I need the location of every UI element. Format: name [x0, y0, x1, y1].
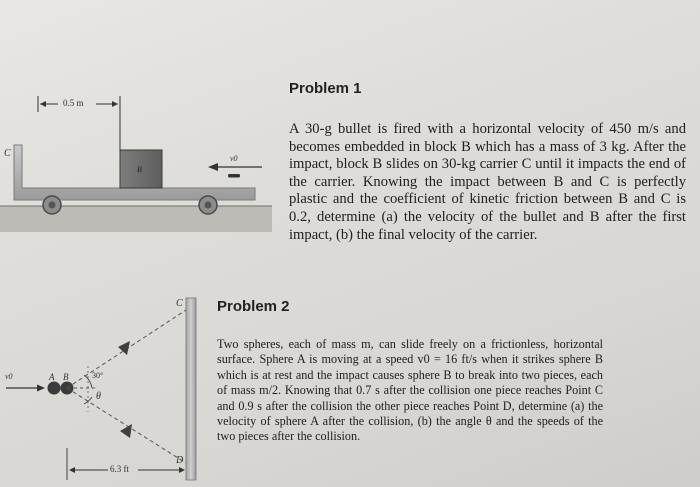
problem2-figure	[0, 0, 215, 487]
sphere-b-label: B	[63, 372, 69, 382]
path-to-d	[67, 388, 186, 463]
problem2-title: Problem 2	[217, 298, 290, 315]
block-label: B	[137, 165, 142, 174]
carrier-label: C	[4, 148, 11, 159]
point-c-label: C	[176, 298, 183, 309]
bullet	[228, 174, 240, 178]
problem1-statement: A 30-g bullet is fired with a horizontal velocity of 450 m/s and becomes embedded in block B which has a mass of 3 kg. After the impact, block B slides on 30-kg carrier C until it impacts the end of the carrier. Knowing the impact between B and C is perfectly plastic and the coefficient of kinetic friction between B and C is 0.2, determine (a) the velocity of the bullet and B after the first impact, (b) the final velocity of the carrier.	[289, 121, 686, 243]
sphere-a-label: A	[49, 372, 55, 382]
velocity-label: v0	[230, 154, 238, 163]
problem1-title: Problem 1	[289, 80, 362, 97]
point-d-label: D	[176, 455, 184, 466]
distance-label: 6.3 ft	[110, 464, 129, 474]
fragment-lower	[120, 424, 132, 438]
velocity-label-a: v0	[5, 372, 13, 381]
angle-label: 30°	[92, 371, 104, 380]
dimension-label: 0.5 m	[63, 98, 84, 108]
wall	[186, 298, 196, 480]
theta-label: θ	[96, 391, 101, 402]
sphere-a	[48, 382, 61, 395]
problem2-statement: Two spheres, each of mass m, can slide freely on a frictionless, horizontal surface. Sphere A is moving at a speed v0 = 16 ft/s when it strikes sphere B which is at rest and the impact causes sphere B to break into two pieces, each of mass m/2. Knowing that 0.7 s after the collision one piece reaches Point C and 0.9 s after the collision the other piece reaches Point D, determine (a) the velocity of sphere A after the collision, (b) the angle θ and the speeds of the two pieces after the collision.	[217, 337, 603, 444]
